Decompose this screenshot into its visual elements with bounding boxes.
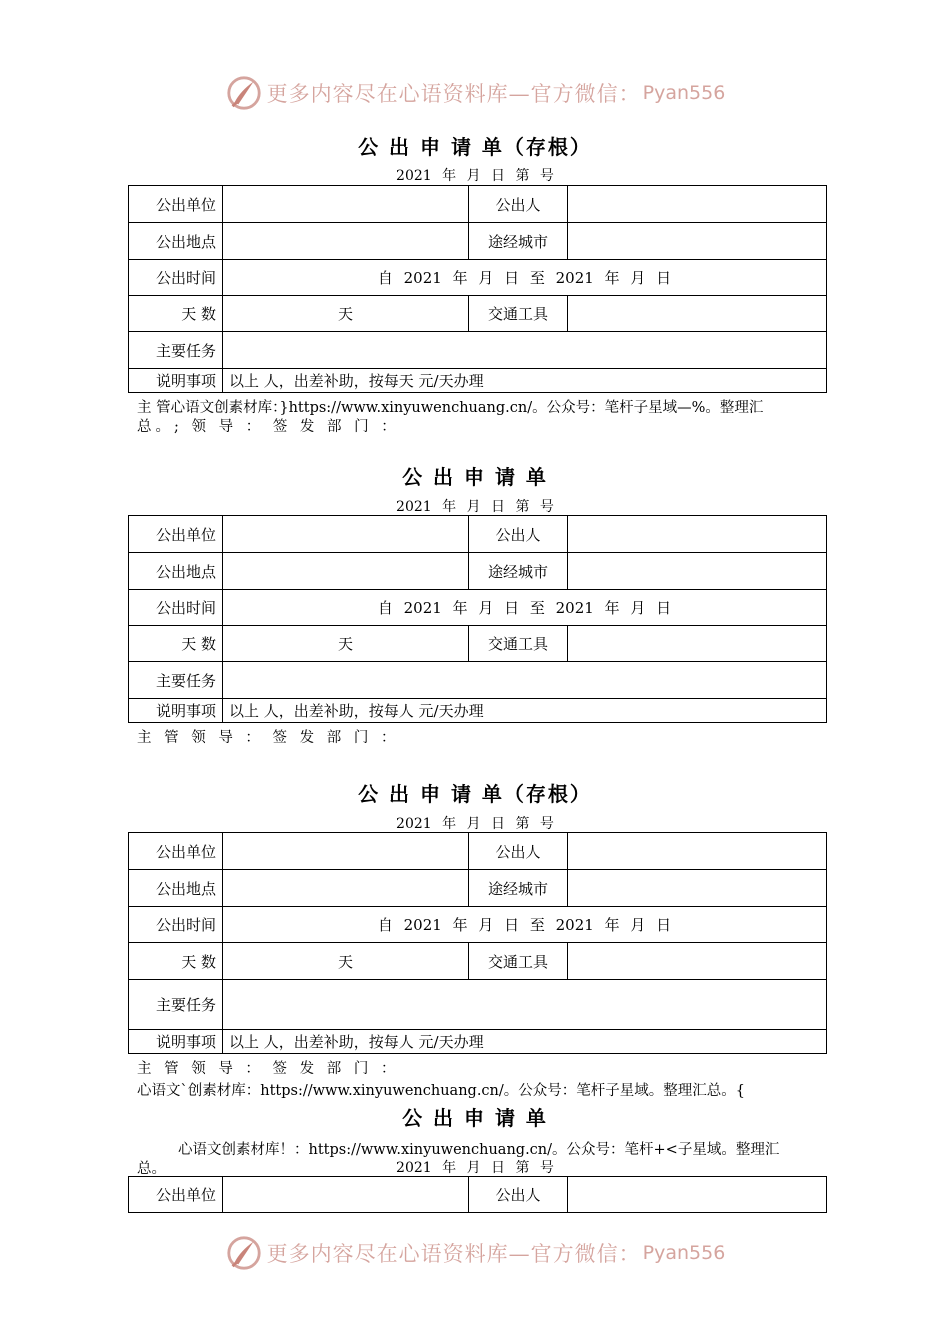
person-field[interactable]: [568, 186, 827, 223]
transport-field[interactable]: [568, 296, 827, 332]
days-field[interactable]: 天: [223, 296, 469, 332]
label-time: 公出时间: [129, 907, 223, 943]
watermark-banner-bottom: [0, 1233, 950, 1273]
form3-table: [128, 832, 827, 1054]
label-cities: 途经城市: [469, 223, 568, 260]
label-time: 公出时间: [129, 590, 223, 626]
form1-title: 公 出 申 请 单（存根）: [358, 135, 592, 159]
label-transport: 交通工具: [469, 943, 568, 980]
label-unit: 公出单位: [129, 1177, 223, 1213]
form2-footer-line-1: 主 管 领 导 ： 签 发 部 门 ：: [137, 730, 400, 746]
cities-field[interactable]: [568, 870, 827, 907]
brush-logo-icon: [225, 1234, 263, 1272]
place-field[interactable]: [223, 870, 469, 907]
days-field[interactable]: 天: [223, 943, 469, 980]
form2-title: 公 出 申 请 单: [402, 465, 548, 489]
form3-footer-line-1: 主 管 领 导 ： 签 发 部 门 ：: [137, 1061, 400, 1077]
transport-field[interactable]: [568, 943, 827, 980]
task-field[interactable]: [223, 332, 827, 369]
person-field[interactable]: [568, 1177, 827, 1213]
label-days: 天 数: [129, 296, 223, 332]
form3-date-line: 2021 年 月 日 第 号: [396, 816, 554, 832]
label-unit: 公出单位: [129, 833, 223, 870]
note-field[interactable]: 以上 人，出差补助，按每人 元/天办理: [223, 699, 827, 723]
note-field[interactable]: 以上 人，出差补助，按每人 元/天办理: [223, 1030, 827, 1054]
form4-date-line: 2021 年 月 日 第 号: [396, 1160, 554, 1176]
form1-footer-line-2: 总。; 领 导 ： 签 发 部 门 ：: [137, 419, 400, 435]
label-person: 公出人: [469, 186, 568, 223]
watermark-wechat: Pyan556: [642, 82, 726, 104]
form1-table: [128, 185, 827, 393]
form3-title: 公 出 申 请 单（存根）: [358, 782, 592, 806]
unit-field[interactable]: [223, 516, 469, 553]
unit-field[interactable]: [223, 186, 469, 223]
label-unit: 公出单位: [129, 186, 223, 223]
label-transport: 交通工具: [469, 626, 568, 662]
label-task: 主要任务: [129, 662, 223, 699]
form4-table: [128, 1176, 827, 1213]
label-place: 公出地点: [129, 553, 223, 590]
unit-field[interactable]: [223, 833, 469, 870]
watermark-text: 更多内容尽在心语资料库—官方微信：: [266, 82, 641, 106]
label-time: 公出时间: [129, 260, 223, 296]
form4-pre-line-1: 心语文创素材库！：https://www.xinyuwenchuang.cn/。公众号：笔杆+<子星域。整理汇: [178, 1142, 780, 1158]
form2-date-line: 2021 年 月 日 第 号: [396, 499, 554, 515]
label-note: 说明事项: [129, 1030, 223, 1054]
label-place: 公出地点: [129, 223, 223, 260]
cities-field[interactable]: [568, 553, 827, 590]
person-field[interactable]: [568, 833, 827, 870]
form1-footer-line-1: 主 管心语文创素材库：}https://www.xinyuwenchuang.cn/。公众号：笔杆子星域—%。整理汇: [137, 400, 764, 416]
task-field[interactable]: [223, 980, 827, 1030]
form2-table: [128, 515, 827, 723]
form3-footer-line-2: 心语文`创素材库：https://www.xinyuwenchuang.cn/。公众号：笔杆子星域。整理汇总。{: [137, 1083, 745, 1099]
watermark-wechat: Pyan556: [642, 1242, 726, 1264]
place-field[interactable]: [223, 553, 469, 590]
label-unit: 公出单位: [129, 516, 223, 553]
form4-pre-line-2: 总。: [137, 1161, 166, 1177]
label-person: 公出人: [469, 833, 568, 870]
form4-title: 公 出 申 请 单: [402, 1106, 548, 1130]
label-task: 主要任务: [129, 332, 223, 369]
label-transport: 交通工具: [469, 296, 568, 332]
place-field[interactable]: [223, 223, 469, 260]
cities-field[interactable]: [568, 223, 827, 260]
label-note: 说明事项: [129, 699, 223, 723]
label-cities: 途经城市: [469, 553, 568, 590]
task-field[interactable]: [223, 662, 827, 699]
label-person: 公出人: [469, 516, 568, 553]
note-field[interactable]: 以上 人，出差补助，按每天 元/天办理: [223, 369, 827, 393]
brush-logo-icon: [225, 74, 263, 112]
label-days: 天 数: [129, 626, 223, 662]
watermark-text: 更多内容尽在心语资料库—官方微信：: [266, 1242, 641, 1266]
days-field[interactable]: 天: [223, 626, 469, 662]
unit-field[interactable]: [223, 1177, 469, 1213]
label-cities: 途经城市: [469, 870, 568, 907]
watermark-banner-top: [0, 73, 950, 113]
label-person: 公出人: [469, 1177, 568, 1213]
label-days: 天 数: [129, 943, 223, 980]
label-task: 主要任务: [129, 980, 223, 1030]
time-field[interactable]: 自 2021 年 月 日 至 2021 年 月 日: [223, 907, 827, 943]
label-place: 公出地点: [129, 870, 223, 907]
form1-date-line: 2021 年 月 日 第 号: [396, 168, 554, 184]
label-note: 说明事项: [129, 369, 223, 393]
time-field[interactable]: 自 2021 年 月 日 至 2021 年 月 日: [223, 260, 827, 296]
time-field[interactable]: 自 2021 年 月 日 至 2021 年 月 日: [223, 590, 827, 626]
person-field[interactable]: [568, 516, 827, 553]
transport-field[interactable]: [568, 626, 827, 662]
